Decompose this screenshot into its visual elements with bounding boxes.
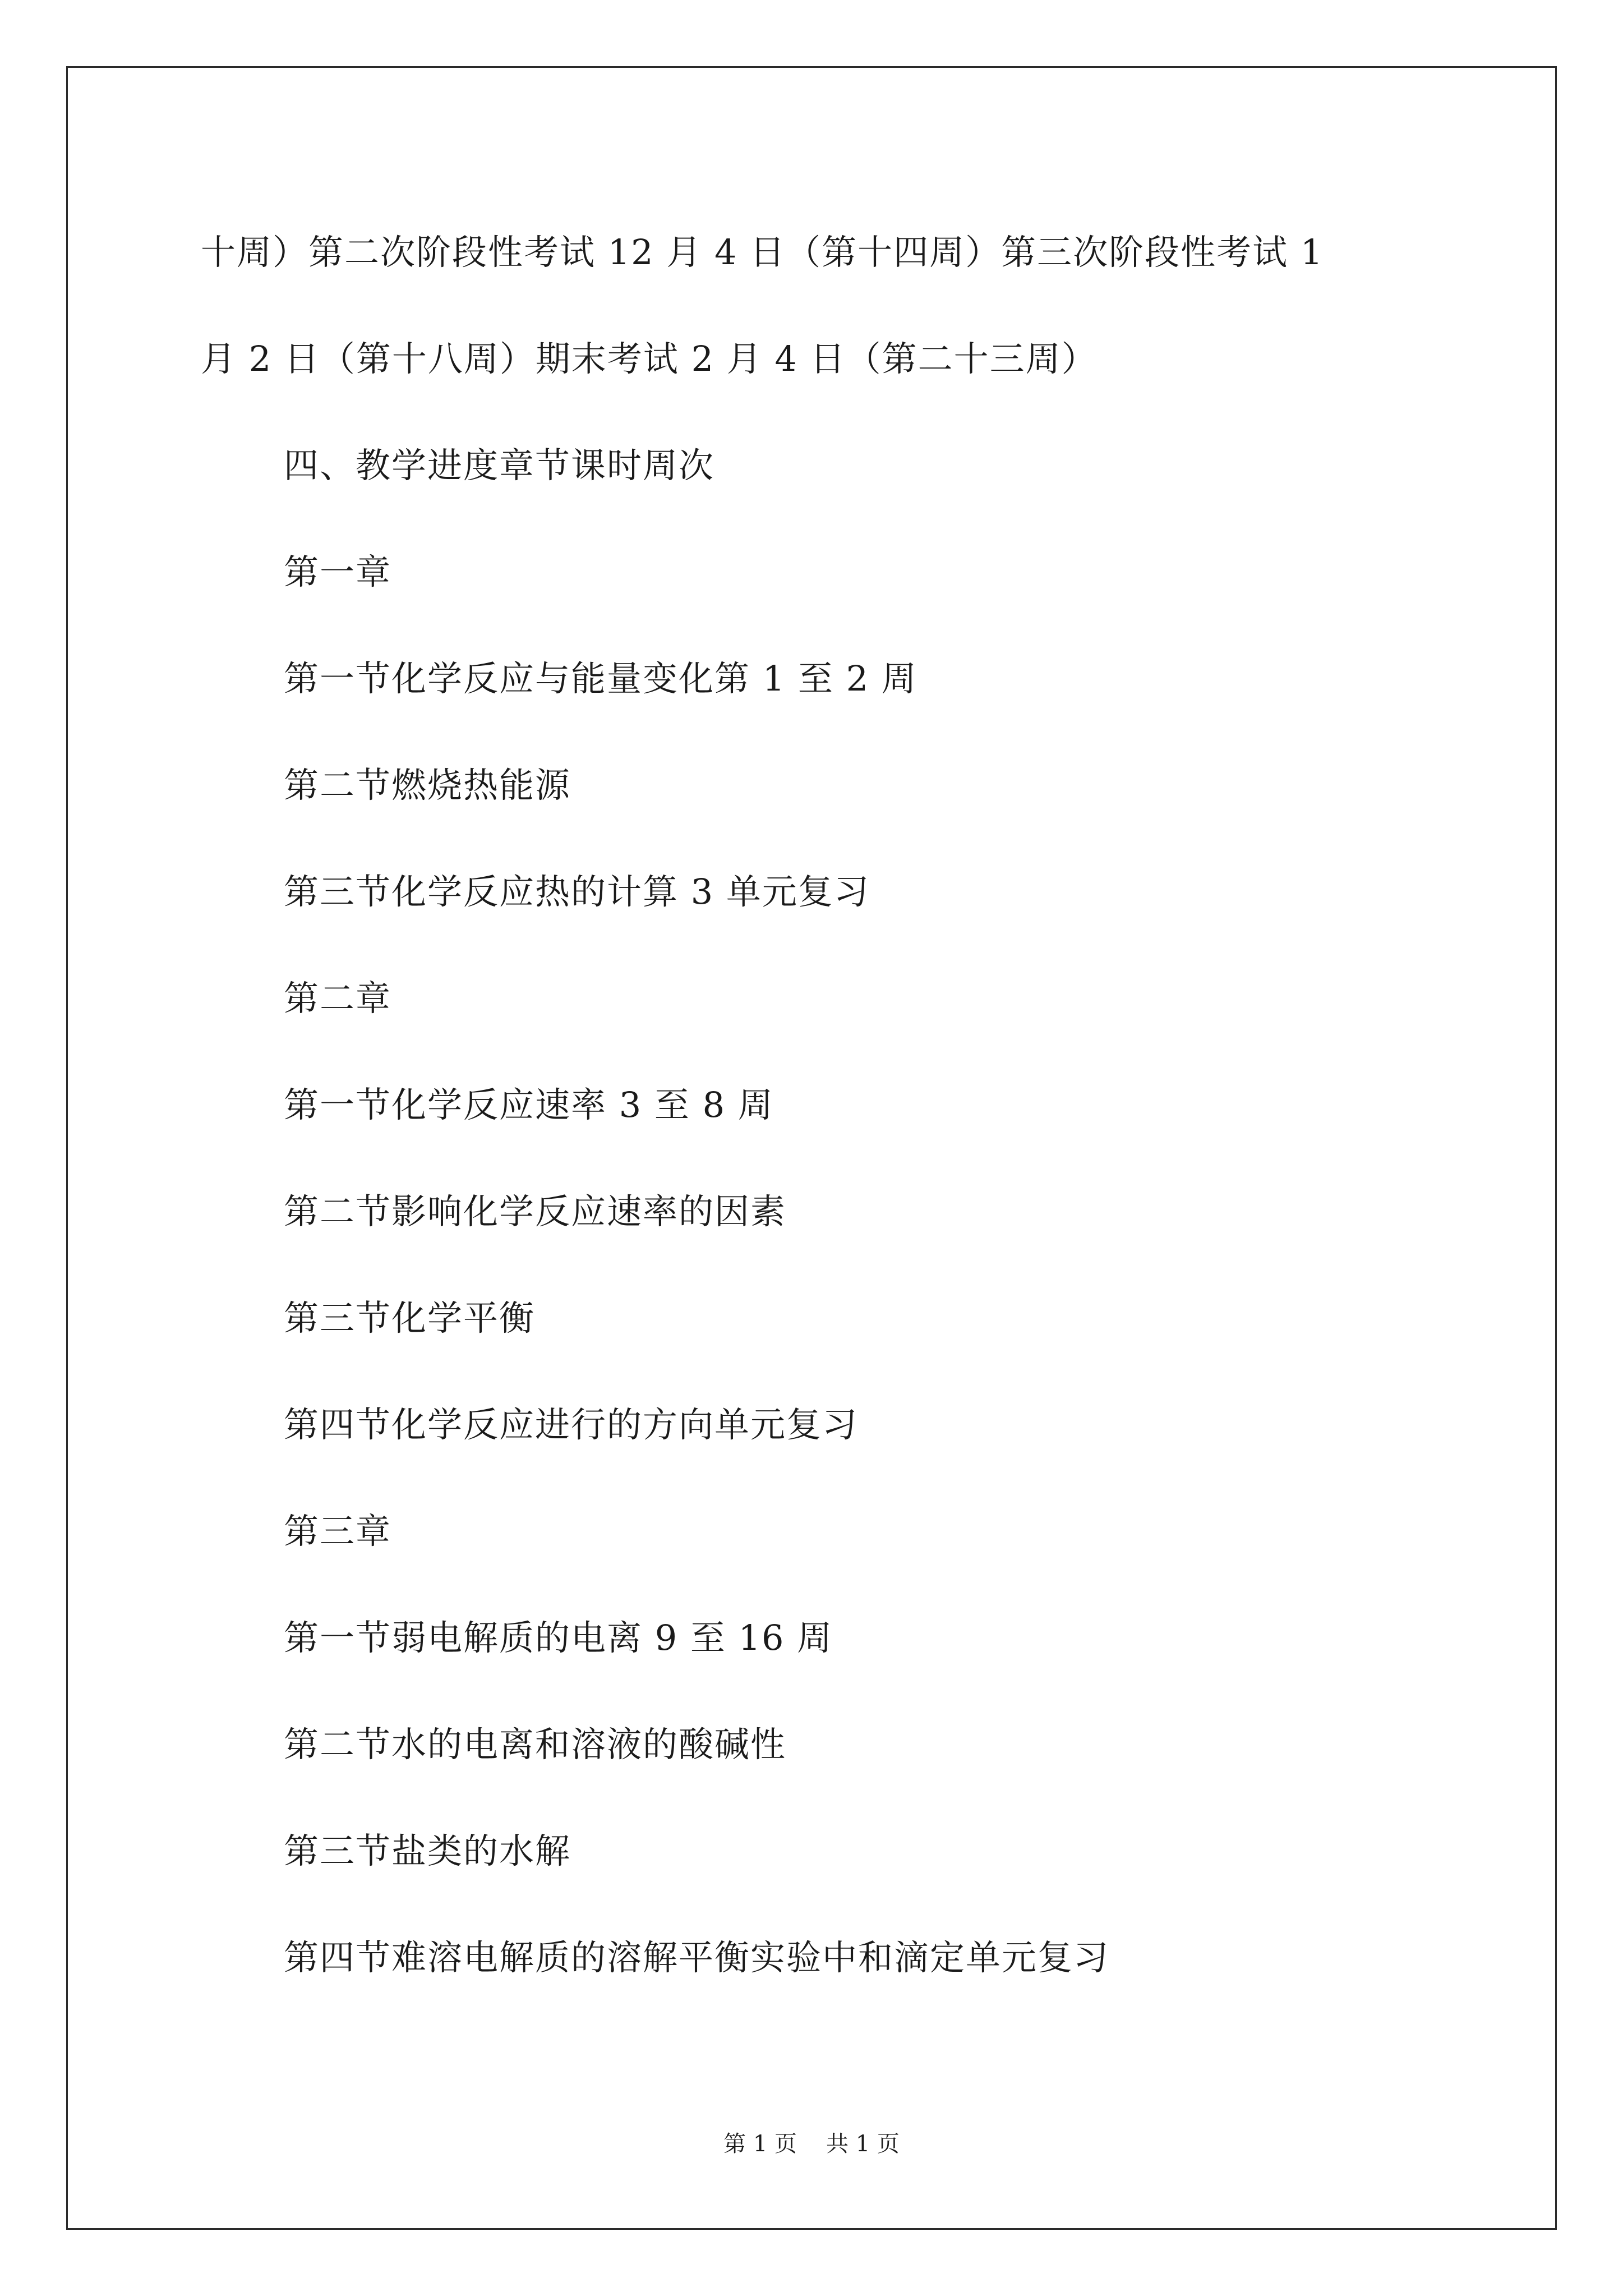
chapter-heading: 第二章 [284, 978, 392, 1019]
text-line: 月 2 日（第十八周）期末考试 2 月 4 日（第二十三周） [201, 338, 1098, 379]
page-total: 共 1 页 [826, 2131, 900, 2157]
section-line: 第三节化学反应热的计算 3 单元复习 [284, 871, 870, 912]
chapter-heading: 第三章 [284, 1511, 392, 1552]
section-line: 第一节化学反应与能量变化第 1 至 2 周 [284, 658, 917, 699]
section-line: 第四节难溶电解质的溶解平衡实验中和滴定单元复习 [284, 1937, 1110, 1978]
section-line: 第二节影响化学反应速率的因素 [284, 1191, 787, 1232]
section-line: 第三节盐类的水解 [284, 1830, 571, 1871]
page-number: 第 1 页 [723, 2131, 797, 2157]
chapter-heading: 第一章 [284, 551, 392, 592]
section-line: 第一节化学反应速率 3 至 8 周 [284, 1084, 774, 1125]
section-heading: 四、教学进度章节课时周次 [284, 445, 715, 486]
section-line: 第二节燃烧热能源 [284, 765, 571, 806]
section-line: 第一节弱电解质的电离 9 至 16 周 [284, 1617, 833, 1658]
document-body [201, 224, 1479, 2036]
section-line: 第三节化学平衡 [284, 1297, 536, 1338]
text-line: 十周）第二次阶段性考试 12 月 4 日（第十四周）第三次阶段性考试 1 [201, 232, 1324, 273]
section-line: 第四节化学反应进行的方向单元复习 [284, 1404, 859, 1445]
page-footer [0, 2126, 1623, 2158]
section-line: 第二节水的电离和溶液的酸碱性 [284, 1724, 787, 1765]
